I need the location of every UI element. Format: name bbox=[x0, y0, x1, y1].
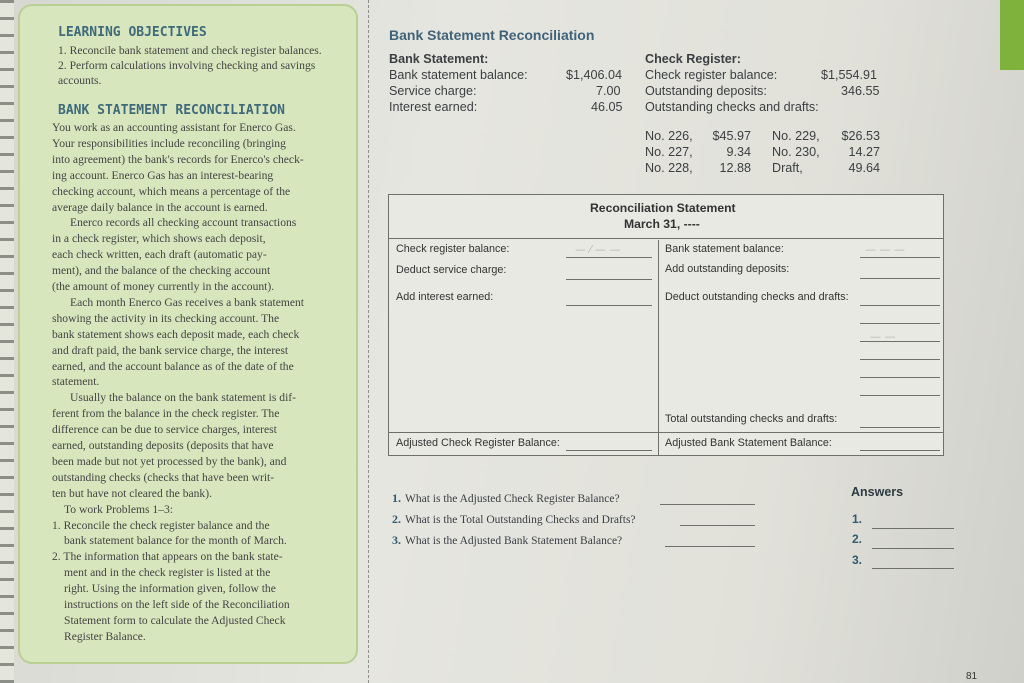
page-fold bbox=[368, 0, 370, 683]
section-heading: BANK STATEMENT RECONCILIATION bbox=[58, 103, 285, 118]
section-line: Register Balance. bbox=[64, 629, 146, 643]
answer-number: 1. bbox=[852, 512, 863, 526]
check-amount: $26.53 bbox=[841, 129, 880, 143]
question-2 bbox=[392, 510, 636, 528]
answer-blank[interactable] bbox=[566, 305, 652, 306]
pencil-mark: — — bbox=[870, 330, 896, 343]
reconciliation-title: Reconciliation Statement bbox=[590, 201, 736, 215]
check-number: No. 228, bbox=[645, 161, 693, 175]
section-line: average daily balance in the account is earned. bbox=[52, 200, 268, 214]
section-line: ten but have not cleared the bank). bbox=[52, 486, 212, 500]
register-row-label: Outstanding deposits: bbox=[645, 84, 767, 98]
register-row-value: $1,554.91 bbox=[821, 68, 878, 82]
check-amount: 9.34 bbox=[726, 145, 751, 159]
answer-blank[interactable] bbox=[860, 323, 940, 324]
section-line: right. Using the information given, follow the bbox=[64, 582, 276, 596]
bank-row-value: $1,406.04 bbox=[566, 68, 623, 82]
answer-blank[interactable] bbox=[566, 257, 652, 258]
section-line: bank statement shows each deposit made, each check bbox=[52, 327, 300, 341]
check-number: No. 226, bbox=[645, 129, 693, 143]
register-row-label: Outstanding checks and drafts: bbox=[645, 100, 819, 114]
section-line: been made but not yet processed by the bank), and bbox=[52, 454, 287, 468]
answer-blank[interactable] bbox=[566, 450, 652, 451]
section-line: earned, and the account balance as of the date of the bbox=[52, 359, 294, 373]
section-line: ing account. Enerco Gas has an interest-bearing bbox=[52, 168, 274, 182]
answer-blank[interactable] bbox=[860, 278, 940, 279]
section-line: ment), and the balance of the checking account bbox=[52, 264, 271, 278]
left-total-label: Adjusted Check Register Balance: bbox=[396, 437, 560, 449]
section-line: You work as an accounting assistant for Enerco Gas. bbox=[52, 121, 296, 134]
objective-2: 2. Perform calculations involving checking and savings bbox=[58, 59, 316, 72]
check-number: No. 230, bbox=[772, 145, 820, 159]
section-line: 2. The information that appears on the bank state- bbox=[52, 550, 283, 564]
section-line: 1. Reconcile the check register balance and the bbox=[52, 518, 270, 532]
question-number: 3. bbox=[392, 533, 401, 547]
check-amount: 12.88 bbox=[719, 161, 751, 175]
section-line: into agreement) the bank's records for Enerco's check- bbox=[52, 152, 304, 166]
objective-2-cont: accounts. bbox=[58, 74, 102, 87]
left-row-label: Add interest earned: bbox=[396, 291, 494, 303]
answer-blank[interactable] bbox=[872, 548, 954, 549]
section-line: ment and in the check register is listed at the bbox=[64, 566, 271, 580]
check-number: No. 227, bbox=[645, 145, 693, 159]
section-line: outstanding checks (checks that have been writ- bbox=[52, 470, 275, 484]
learning-objectives-heading: LEARNING OBJECTIVES bbox=[58, 25, 207, 40]
page-number: 81 bbox=[966, 671, 978, 682]
left-row-label: Deduct service charge: bbox=[396, 264, 507, 276]
question-blank[interactable] bbox=[660, 504, 755, 505]
section-line: checking account, which means a percentage of the bbox=[52, 184, 291, 198]
table-rule bbox=[388, 432, 944, 433]
section-line: earned, outstanding deposits (deposits that have bbox=[52, 439, 274, 452]
section-line: Each month Enerco Gas receives a bank statement bbox=[70, 295, 305, 309]
green-page-tab bbox=[1000, 0, 1024, 70]
section-line: in a check register, which shows each deposit, bbox=[52, 232, 266, 246]
answer-blank[interactable] bbox=[860, 427, 940, 428]
pencil-mark: — — — bbox=[865, 243, 905, 256]
answer-blank[interactable] bbox=[860, 257, 940, 258]
section-line: Usually the balance on the bank statement is dif- bbox=[70, 391, 297, 405]
answers-heading: Answers bbox=[851, 485, 904, 499]
section-line: bank statement balance for the month of March. bbox=[64, 534, 287, 548]
table-rule bbox=[388, 238, 944, 239]
answer-number: 2. bbox=[852, 532, 863, 546]
check-number: Draft, bbox=[772, 161, 803, 175]
answer-blank[interactable] bbox=[860, 395, 940, 396]
question-number: 1. bbox=[392, 491, 401, 505]
bank-row-label: Interest earned: bbox=[389, 100, 478, 114]
answer-blank[interactable] bbox=[860, 450, 940, 451]
question-blank[interactable] bbox=[680, 525, 755, 526]
bank-row-label: Service charge: bbox=[389, 84, 477, 98]
table-divider bbox=[658, 240, 659, 456]
section-line: Statement form to calculate the Adjusted Check bbox=[64, 613, 286, 627]
section-line: To work Problems 1–3: bbox=[64, 502, 174, 516]
section-line: ferent from the balance in the check register. The bbox=[52, 407, 280, 421]
question-number: 2. bbox=[392, 512, 401, 526]
check-register-heading: Check Register: bbox=[645, 52, 741, 66]
section-line: showing the activity in its checking account. The bbox=[52, 311, 280, 325]
question-3 bbox=[392, 531, 622, 549]
spiral-binding bbox=[0, 0, 14, 683]
check-amount: 49.64 bbox=[848, 161, 880, 175]
section-line: and draft paid, the bank service charge, the interest bbox=[52, 343, 289, 357]
check-amount: 14.27 bbox=[848, 145, 880, 159]
register-row-label: Check register balance: bbox=[645, 68, 778, 82]
bank-row-value: 7.00 bbox=[596, 84, 621, 98]
answer-number: 3. bbox=[852, 553, 863, 567]
section-line: instructions on the left side of the Reconciliation bbox=[64, 598, 290, 611]
reconciliation-date: March 31, ---- bbox=[624, 217, 700, 231]
section-line: difference can be due to service charges, interest bbox=[52, 423, 277, 437]
right-total-label: Adjusted Bank Statement Balance: bbox=[665, 437, 832, 449]
check-amount: $45.97 bbox=[712, 129, 751, 143]
register-row-value: 346.55 bbox=[841, 84, 880, 98]
right-subtotal-label: Total outstanding checks and drafts: bbox=[665, 413, 838, 425]
answer-blank[interactable] bbox=[860, 305, 940, 306]
question-1 bbox=[392, 489, 620, 507]
section-line: Enerco records all checking account transactions bbox=[70, 216, 297, 230]
question-text: What is the Adjusted Bank Statement Balance? bbox=[405, 535, 623, 547]
section-line: each check written, each draft (automatic pay- bbox=[52, 248, 267, 262]
objective-1: 1. Reconcile bank statement and check register balances. bbox=[58, 44, 322, 57]
right-row-label: Bank statement balance: bbox=[665, 243, 784, 255]
pencil-mark: — ⁄ — — bbox=[575, 243, 621, 256]
bank-row-label: Bank statement balance: bbox=[389, 68, 528, 82]
answer-blank[interactable] bbox=[860, 377, 940, 378]
section-line: (the amount of money currently in the account). bbox=[52, 280, 275, 293]
question-text: What is the Total Outstanding Checks and Drafts? bbox=[405, 514, 636, 526]
answer-blank[interactable] bbox=[860, 359, 940, 360]
question-blank[interactable] bbox=[665, 546, 755, 547]
answer-blank[interactable] bbox=[872, 568, 954, 569]
page-title: Bank Statement Reconciliation bbox=[389, 27, 595, 43]
answer-blank[interactable] bbox=[566, 279, 652, 280]
right-row-label: Add outstanding deposits: bbox=[665, 263, 790, 275]
section-line: statement. bbox=[52, 375, 100, 389]
check-number: No. 229, bbox=[772, 129, 820, 143]
answer-blank[interactable] bbox=[872, 528, 954, 529]
right-row-label: Deduct outstanding checks and drafts: bbox=[665, 291, 849, 303]
bank-statement-heading: Bank Statement: bbox=[389, 52, 489, 66]
bank-row-value: 46.05 bbox=[591, 100, 623, 114]
section-line: Your responsibilities include reconciling (bringing bbox=[52, 136, 286, 150]
question-text: What is the Adjusted Check Register Balance? bbox=[405, 493, 620, 505]
left-row-label: Check register balance: bbox=[396, 243, 510, 255]
